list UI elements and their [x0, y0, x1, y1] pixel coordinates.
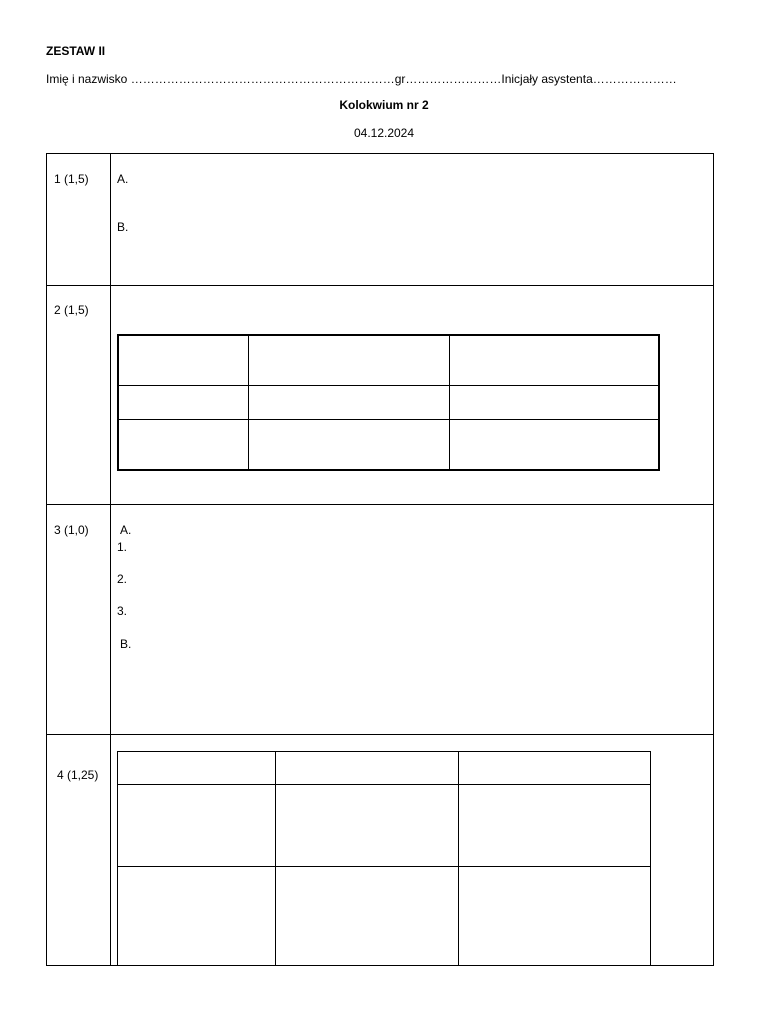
question-3-item-1: 1.: [117, 540, 128, 554]
grid-cell: [459, 752, 651, 785]
table-row: [118, 386, 659, 420]
question-3-item-a: A.: [120, 523, 132, 537]
question-4-grid: [117, 751, 651, 966]
grid-cell: [249, 386, 450, 420]
grid-cell: [459, 867, 651, 967]
row-divider: [46, 734, 714, 735]
grid-cell: [249, 335, 450, 386]
grid-cell: [118, 752, 276, 785]
table-left-border: [46, 153, 47, 966]
question-3-item-3: 3.: [117, 604, 128, 618]
question-2-grid: [117, 334, 660, 471]
question-1-number: 1 (1,5): [54, 172, 89, 186]
table-column-divider: [110, 153, 111, 966]
row-divider: [46, 504, 714, 505]
table-row: [118, 752, 651, 785]
table-right-border: [713, 153, 714, 966]
question-3-item-b: B.: [120, 637, 132, 651]
question-3-number: 3 (1,0): [54, 523, 89, 537]
page-title: Kolokwium nr 2: [339, 98, 429, 112]
table-row: [118, 785, 651, 867]
question-1-item-a: A.: [117, 172, 129, 186]
grid-cell: [118, 386, 249, 420]
table-top-border: [46, 153, 714, 154]
grid-cell: [450, 386, 660, 420]
table-row: [118, 335, 659, 386]
grid-cell: [118, 867, 276, 967]
grid-cell: [276, 752, 459, 785]
grid-cell: [118, 335, 249, 386]
grid-cell: [118, 785, 276, 867]
name-line: Imię i nazwisko …………………………………………………………gr……………………Inicjały asystenta…………………: [46, 72, 677, 86]
set-label: ZESTAW II: [46, 44, 106, 58]
row-divider: [46, 285, 714, 286]
question-4-number: 4 (1,25): [57, 768, 99, 782]
grid-cell: [459, 785, 651, 867]
grid-cell: [249, 419, 450, 470]
grid-cell: [276, 867, 459, 967]
table-row: [118, 419, 659, 470]
question-3-item-2: 2.: [117, 572, 128, 586]
question-2-number: 2 (1,5): [54, 303, 89, 317]
exam-date: 04.12.2024: [353, 126, 415, 140]
grid-cell: [276, 785, 459, 867]
question-1-item-b: B.: [117, 220, 129, 234]
table-row: [118, 867, 651, 967]
grid-cell: [450, 335, 660, 386]
grid-cell: [450, 419, 660, 470]
grid-cell: [118, 419, 249, 470]
